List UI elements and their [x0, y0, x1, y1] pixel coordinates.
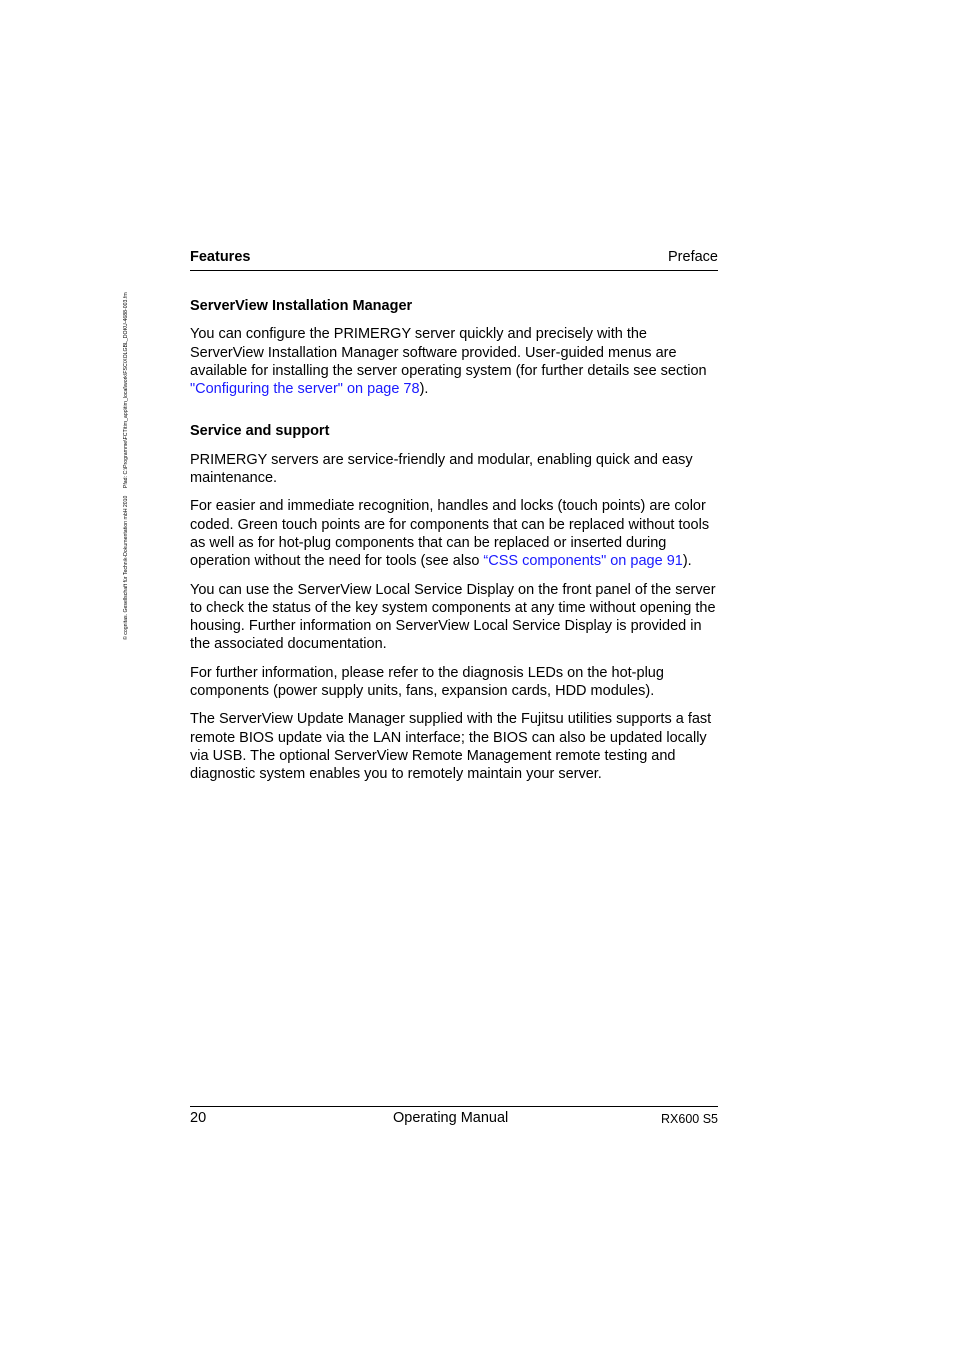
model-name: RX600 S5	[661, 1112, 718, 1126]
paragraph-text: ).	[682, 553, 692, 570]
document-name: Operating Manual	[393, 1110, 509, 1126]
page-number: 20	[190, 1110, 207, 1126]
paragraph-text: For easier and immediate recognition, handles and locks (touch points) are color coded. Green touch points are for components that can be replaced without tools as well as for hot-plug components that can be replaced or inserted during operation without the need for tools (see also	[190, 498, 710, 570]
service-paragraph-5: The ServerView Update Manager supplied with the Fujitsu utilities supports a fast remote BIOS update via the LAN interface; the BIOS can also be updated locally via USB. The optional ServerView Remote Management remote testing and diagnostic system enables you to remotely maintain your server.	[190, 711, 712, 783]
link-configuring-server[interactable]: "Configuring the server" on page 78	[190, 381, 420, 398]
service-paragraph-4: For further information, please refer to the diagnosis LEDs on the hot-plug components (power supply units, fans, expansion cards, HDD modules).	[190, 664, 664, 700]
header-chapter: Preface	[668, 249, 718, 265]
paragraph-text: You can configure the PRIMERGY server quickly and precisely with the ServerView Installation Manager software provided. User-guided menus are available for installing the server operating system (for further details see section	[190, 326, 707, 379]
service-paragraph-1: PRIMERGY servers are service-friendly and modular, enabling quick and easy maintenance.	[190, 451, 693, 487]
section-title-installation-manager: ServerView Installation Manager	[190, 298, 413, 314]
section-title-service-support: Service and support	[190, 423, 330, 440]
file-path-note: Pfad: C:\Programme\FCT\tim_app\tim_local\work\FSC\XOLGBL_DOKU-4688-003.fm	[123, 292, 129, 489]
link-css-components[interactable]: “CSS components" on page 91	[483, 553, 683, 570]
side-margin-note	[122, 240, 130, 640]
paragraph-text: ).	[419, 381, 429, 398]
service-paragraph-3: You can use the ServerView Local Service Display on the front panel of the server to check the status of the key system components at any time without opening the housing. Further information on ServerView Local Service Display is provided in the associated documentation.	[190, 581, 716, 653]
page-footer	[190, 1106, 718, 1126]
page-header	[190, 248, 718, 271]
page-content	[190, 297, 718, 784]
header-section: Features	[190, 249, 251, 265]
copyright-note: © cognitas. Gesellschaft für Technik-Dokumentation mbH 2010	[123, 495, 129, 640]
installation-manager-paragraph	[190, 325, 718, 398]
service-paragraph-2	[190, 497, 718, 570]
